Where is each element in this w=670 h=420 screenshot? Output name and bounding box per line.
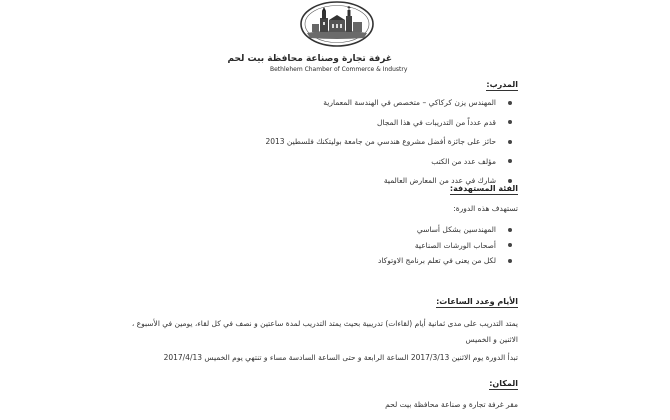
org-name-english: Bethlehem Chamber of Commerce & Industry [270,66,408,73]
bullet-icon [508,140,512,144]
bullet-icon [508,179,512,183]
schedule-line-3: تبدأ الدورة يوم الاثنين 2017/3/13 الساعة الرابعة و حتى الساعة السادسة مساء و تنتهي يوم الخميس 2017/4/13 [163,353,518,362]
audience-list [378,224,518,271]
bullet-icon [508,243,512,247]
chamber-logo-icon [298,0,376,50]
list-item-text: أصحاب الورشات الصناعية [414,240,496,250]
list-item [265,136,518,147]
list-item-text: المهندسين بشكل أساسي [416,225,496,234]
bullet-icon [508,101,512,105]
list-item [265,117,518,128]
list-item-text: مؤلف عدد من الكتب [431,156,496,166]
list-item [378,240,518,251]
schedule-line-1: يمتد التدريب على مدى ثمانية أيام (لقاءات) تدريبية بحيث يمتد التدريب لمدة ساعتين و نصف في كل لقاء، يومين في الأسبوع ، [131,319,518,328]
list-item [265,156,518,167]
schedule-heading: الأيام وعدد الساعات: [436,297,518,306]
list-item-text: حائز على جائزة أفضل مشروع هندسي من جامعة بوليتكنك فلسطين 2013 [265,137,496,146]
org-name-arabic: غرفة تجارة وصناعة محافظة بيت لحم [227,54,392,64]
trainer-heading: المدرب: [486,80,518,89]
bullet-icon [508,120,512,124]
bullet-icon [508,159,512,163]
list-item [265,97,518,108]
list-item-text: شارك في عدد من المعارض العالمية [383,176,496,185]
audience-intro: تستهدف هذه الدورة: [453,204,518,213]
schedule-line-2: الاثنين و الخميس [465,335,518,344]
bullet-icon [508,259,512,263]
location-heading: المكان: [489,379,518,388]
location-line-1: مقر غرفة تجارة و صناعة محافظة بيت لحم [385,400,518,409]
bullet-icon [508,228,512,232]
list-item-text: المهندس يزن كركاكي – متخصص في الهندسة المعمارية [323,98,496,107]
list-item [378,255,518,266]
list-item-text: لكل من يعنى في تعلم برنامج الاوتوكاد [378,256,496,265]
audience-heading: الفئة المستهدفة: [449,184,518,193]
list-item-text: قدم عدداً من التدريبات في هذا المجال [376,117,496,127]
trainer-list [265,97,518,195]
list-item [378,224,518,235]
